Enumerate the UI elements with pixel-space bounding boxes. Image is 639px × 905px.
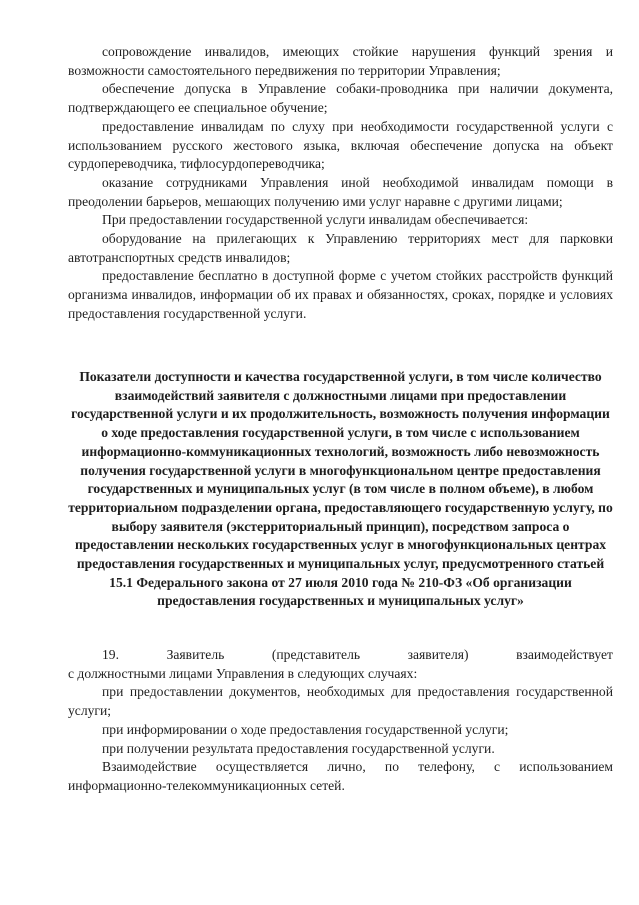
paragraph-number: 19.: [102, 647, 119, 662]
paragraph-word: Заявитель: [166, 647, 225, 662]
paragraph: предоставление бесплатно в доступной форме с учетом стойких расстройств функций организма инвалидов, информации об их правах и обязанностях, сроках, порядке и условиях предоставления государственной услуги.: [68, 268, 613, 321]
paragraph: оказание сотрудниками Управления иной необходимой инвалидам помощи в преодолении барьеров, мешающих получению ими услуг наравне с другими лицами;: [68, 174, 613, 209]
paragraph: Взаимодействие осуществляется лично, по телефону, с использованием информационно-телекоммуникационных сетей.: [68, 759, 613, 793]
paragraph-continuation: с должностными лицами Управления в следующих случаях:: [68, 665, 418, 681]
paragraph: при предоставлении документов, необходимых для предоставления государственной услуги;: [68, 684, 613, 719]
paragraph: при информировании о ходе предоставления государственной услуги;: [102, 721, 509, 737]
section-heading: Показатели доступности и качества государственной услуги, в том числе количество взаимодействий заявителя с должностными лицами при предоставлении государственной услуги и их продолжительность, возможность получения информации о ходе предоставления государственной услуги, в том числе с использованием информационно-коммуникационных технологий, возможность либо невозможность получения государственной услуги в многофункциональном центре предоставления государственных и муниципальных услуг (в том числе в полном объеме), в любом территориальном подразделении органа, предоставляющего государственную услугу, по выбору заявителя (экстерриториальный принцип), посредством запроса о предоставлении нескольких государственных услуг в многофункциональных центрах предоставления государственных и муниципальных услуг, предусмотренного статьей 15.1 Федерального закона от 27 июля 2010 года № 210-ФЗ «Об организации предоставления государственных и муниципальных услуг»: [68, 369, 613, 609]
paragraph: обеспечение допуска в Управление собаки-проводника при наличии документа, подтверждающего ее специальное обучение;: [68, 81, 613, 116]
paragraph-word: заявителя): [407, 647, 469, 662]
paragraph-word: (представитель: [271, 647, 361, 662]
accessibility-measures-section: [68, 43, 613, 324]
paragraph: сопровождение инвалидов, имеющих стойкие нарушения функций зрения и возможности самостоятельного передвижения по территории Управления;: [68, 44, 613, 78]
paragraph-word: взаимодействует: [516, 647, 613, 662]
paragraph-19-first-line: [68, 646, 613, 665]
paragraph: при получении результата предоставления государственной услуги.: [102, 740, 495, 756]
paragraph: предоставление инвалидам по слуху при необходимости государственной услуги с использованием русского жестового языка, включая обеспечение допуска на объект сурдопереводчика, тифлосурдопереводчика;: [68, 118, 613, 172]
paragraph-19-section: [68, 646, 613, 796]
paragraph: При предоставлении государственной услуги инвалидам обеспечивается:: [102, 212, 529, 228]
paragraph: оборудование на прилегающих к Управлению территориях мест для парковки автотранспортных средств инвалидов;: [68, 231, 613, 265]
